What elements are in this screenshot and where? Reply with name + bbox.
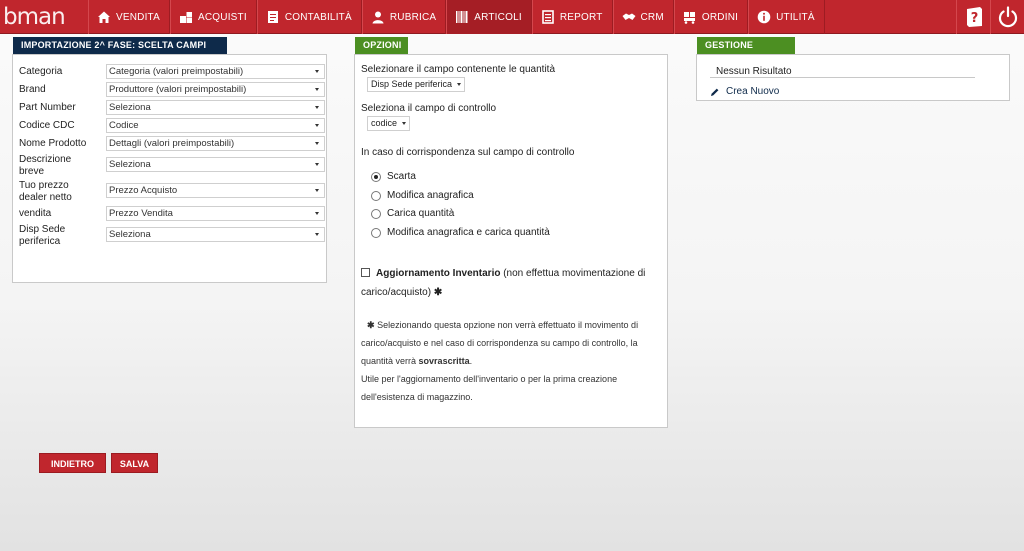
asterisk-icon: ✱: [367, 320, 375, 330]
select-value: Seleziona: [109, 159, 151, 170]
caret-down-icon: [402, 122, 406, 125]
radio-label: Modifica anagrafica e carica quantità: [387, 227, 550, 238]
caret-down-icon: [315, 106, 319, 109]
nav-label: ARTICOLI: [474, 11, 522, 23]
logout-button[interactable]: [990, 0, 1024, 34]
radio-button[interactable]: [371, 191, 381, 201]
field-label: Nome Prodotto: [19, 138, 87, 149]
note-line: .: [469, 356, 473, 366]
pencil-icon: [710, 87, 720, 97]
select-value: Prezzo Acquisto: [109, 185, 178, 196]
select-value: Dettagli (valori preimpostabili): [109, 138, 235, 149]
caret-down-icon: [315, 88, 319, 91]
field-select-nome-prodotto[interactable]: [106, 136, 325, 151]
caret-down-icon: [315, 189, 319, 192]
inventory-rest: (non effettua movimentazione di: [500, 268, 646, 279]
control-field-label: Seleziona il campo di controllo: [361, 103, 497, 114]
nav-report[interactable]: [532, 0, 613, 34]
handshake-icon: [622, 10, 636, 24]
field-select-brand[interactable]: [106, 82, 325, 97]
nav-label: CONTABILITÀ: [284, 11, 352, 23]
caret-down-icon: [315, 124, 319, 127]
main-nav: [88, 0, 825, 34]
asterisk-icon: ✱: [433, 287, 443, 298]
radio-label: Carica quantità: [387, 208, 455, 219]
svg-text:?: ?: [970, 11, 978, 26]
select-value: Prezzo Vendita: [109, 208, 173, 219]
nav-label: UTILITÀ: [776, 11, 815, 23]
field-label: Descrizione breve: [19, 154, 72, 177]
inventory-title: Aggiornamento Inventario: [376, 268, 501, 279]
nav-rubrica[interactable]: [362, 0, 446, 34]
nav-label: ACQUISTI: [198, 11, 247, 23]
import-panel-title: IMPORTAZIONE 2^ FASE: SCELTA CAMPI: [13, 37, 227, 54]
field-select-vendita[interactable]: [106, 206, 325, 221]
cart-icon: [683, 10, 697, 24]
power-icon: [996, 5, 1020, 29]
inventory-update-checkbox[interactable]: [361, 268, 370, 277]
select-value: Categoria (valori preimpostabili): [109, 66, 244, 77]
nav-vendita[interactable]: [88, 0, 170, 34]
field-label: Part Number: [19, 102, 76, 113]
nav-utilita[interactable]: [748, 0, 825, 34]
radio-carica-quantita[interactable]: [371, 208, 454, 219]
note-line: dell'esistenza di magazzino.: [361, 392, 473, 402]
create-profile-link[interactable]: [710, 85, 779, 98]
select-value: Produttore (valori preimpostabili): [109, 84, 247, 95]
caret-down-icon: [315, 70, 319, 73]
field-select-disp-sede[interactable]: [106, 227, 325, 242]
field-select-part-number[interactable]: [106, 100, 325, 115]
radio-button-checked[interactable]: [371, 172, 381, 182]
boxes-icon: [179, 10, 193, 24]
select-value: Seleziona: [109, 229, 151, 240]
ledger-icon: [266, 10, 280, 24]
note-line: carico/acquisto e nel caso di corrispondenza su campo di controllo, la: [361, 338, 638, 348]
nav-acquisti[interactable]: [170, 0, 257, 34]
inventory-note: [361, 316, 665, 406]
field-label: Codice CDC: [19, 120, 75, 131]
create-profile-label: Crea Nuovo: [726, 86, 780, 97]
nav-label: ORDINI: [701, 11, 739, 23]
options-panel: [354, 54, 668, 428]
radio-button[interactable]: [371, 209, 381, 219]
radio-label: Modifica anagrafica: [387, 190, 474, 201]
nav-right-actions: [956, 0, 1024, 34]
qty-field-select[interactable]: [367, 77, 465, 92]
radio-button[interactable]: [371, 228, 381, 238]
caret-down-icon: [315, 233, 319, 236]
field-select-descrizione-breve[interactable]: [106, 157, 325, 172]
home-icon: [97, 10, 111, 24]
person-icon: [371, 10, 385, 24]
select-value: Codice: [109, 120, 139, 131]
field-select-prezzo-dealer[interactable]: [106, 183, 325, 198]
field-label: vendita: [19, 208, 52, 219]
caret-down-icon: [315, 163, 319, 166]
radio-modifica-e-carica[interactable]: [371, 227, 550, 238]
profiles-panel-title: GESTIONE: [697, 37, 795, 54]
inventory-update-label-line2: [361, 286, 442, 299]
help-book-icon: [962, 5, 986, 29]
nav-contabilita[interactable]: [257, 0, 362, 34]
nav-articoli[interactable]: [446, 0, 532, 34]
top-navigation-bar: [0, 0, 1024, 34]
info-icon: [757, 10, 771, 24]
divider: [710, 77, 975, 78]
nav-label: VENDITA: [116, 11, 160, 23]
radio-scarta[interactable]: [371, 171, 416, 182]
save-button[interactable]: SALVA: [111, 453, 158, 473]
note-line: Selezionando questa opzione non verrà effettuato il movimento di: [377, 320, 639, 330]
barcode-icon: [455, 10, 469, 24]
control-field-select[interactable]: [367, 116, 410, 131]
select-value: Disp Sede periferica: [371, 79, 453, 89]
radio-modifica-anagrafica[interactable]: [371, 190, 474, 201]
nav-crm[interactable]: [613, 0, 674, 34]
note-bold: sovrascritta: [418, 356, 470, 366]
caret-down-icon: [315, 212, 319, 215]
field-label: Brand: [19, 84, 46, 95]
caret-down-icon: [457, 83, 461, 86]
report-icon: [541, 10, 555, 24]
inventory-update-label[interactable]: [376, 267, 645, 280]
profiles-panel: [696, 54, 1010, 101]
app-logo[interactable]: bman: [3, 4, 65, 30]
help-button[interactable]: [956, 0, 990, 34]
import-fields-panel: [12, 54, 327, 283]
nav-label: CRM: [640, 11, 664, 23]
nav-ordini[interactable]: [674, 0, 748, 34]
qty-field-label: Selezionare il campo contenente le quantità: [361, 64, 556, 75]
options-panel-title: OPZIONI: [355, 37, 408, 54]
field-select-categoria[interactable]: [106, 64, 325, 79]
back-button[interactable]: INDIETRO: [39, 453, 106, 473]
note-line: quantità verrà: [361, 356, 419, 366]
no-results-text: Nessun Risultato: [716, 66, 792, 77]
nav-label: RUBRICA: [389, 11, 437, 23]
caret-down-icon: [315, 142, 319, 145]
inventory-line2: carico/acquisto): [361, 287, 432, 298]
match-label: In caso di corrispondenza sul campo di controllo: [361, 147, 575, 158]
field-label: Tuo prezzo dealer netto: [19, 180, 72, 203]
radio-label: Scarta: [387, 171, 416, 182]
note-line: Utile per l'aggiornamento dell'inventario o per la prima creazione: [361, 374, 618, 384]
field-label: Categoria: [19, 66, 63, 77]
select-value: Seleziona: [109, 102, 151, 113]
select-value: codice: [371, 118, 398, 128]
nav-label: REPORT: [559, 11, 603, 23]
field-select-codice-cdc[interactable]: [106, 118, 325, 133]
field-label: Disp Sede periferica: [19, 224, 66, 247]
